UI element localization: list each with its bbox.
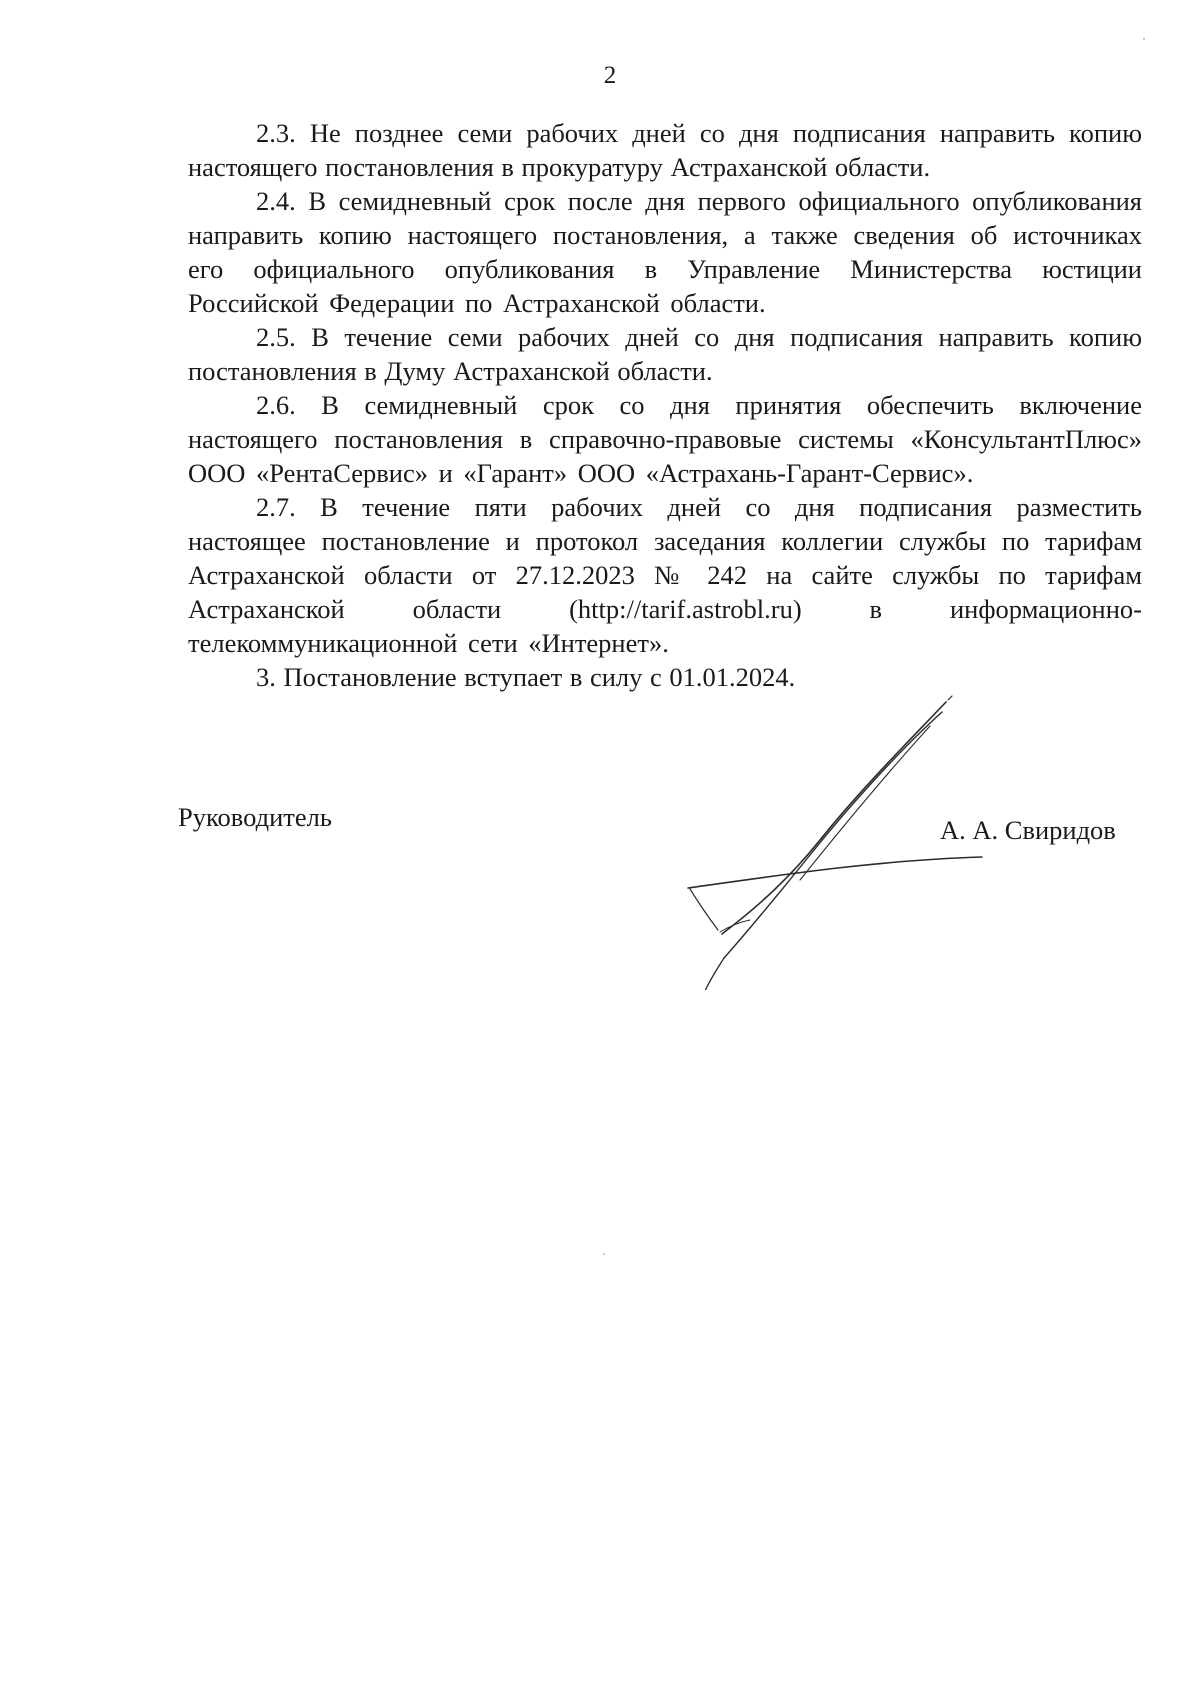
document-body: [188, 116, 1142, 694]
paragraph-2-4: 2.4. В семидневный срок после дня первого официального опубликования направить копию настоящего постановления, а также сведения об источниках его официального опубликования в Управление Министерства юстиции Российской Федерации по Астраханской области.: [188, 186, 1142, 318]
handwritten-signature: [660, 690, 1000, 990]
page-number: 2: [603, 62, 617, 89]
paragraph-2-3: 2.3. Не позднее семи рабочих дней со дня подписания направить копию настоящего постановления в прокуратуру Астраханской области.: [188, 118, 1142, 182]
paragraph-2-6: 2.6. В семидневный срок со дня принятия обеспечить включение настоящего постановления в справочно-правовые системы «КонсультантПлюс» ООО «РентаСервис» и «Гарант» ООО «Астрахань-Гарант-Сервис».: [188, 390, 1142, 488]
signer-position: Руководитель: [178, 802, 332, 832]
paragraph-3: 3. Постановление вступает в силу с 01.01.2024.: [256, 662, 796, 692]
scan-speck: [603, 1253, 605, 1255]
scan-speck: [1143, 38, 1145, 40]
signer-name: А. А. Свиридов: [940, 815, 1116, 845]
paragraph-2-5: 2.5. В течение семи рабочих дней со дня подписания направить копию постановления в Думу Астраханской области.: [188, 322, 1142, 386]
paragraph-2-7: 2.7. В течение пяти рабочих дней со дня подписания разместить настоящее постановление и протокол заседания коллегии службы по тарифам Астраханской области от 27.12.2023 № 242 на сайте службы по тарифам Астраханской области (http://tarif.astrobl.ru) в информационно-телекоммуникационной сети «Интернет».: [188, 492, 1142, 658]
